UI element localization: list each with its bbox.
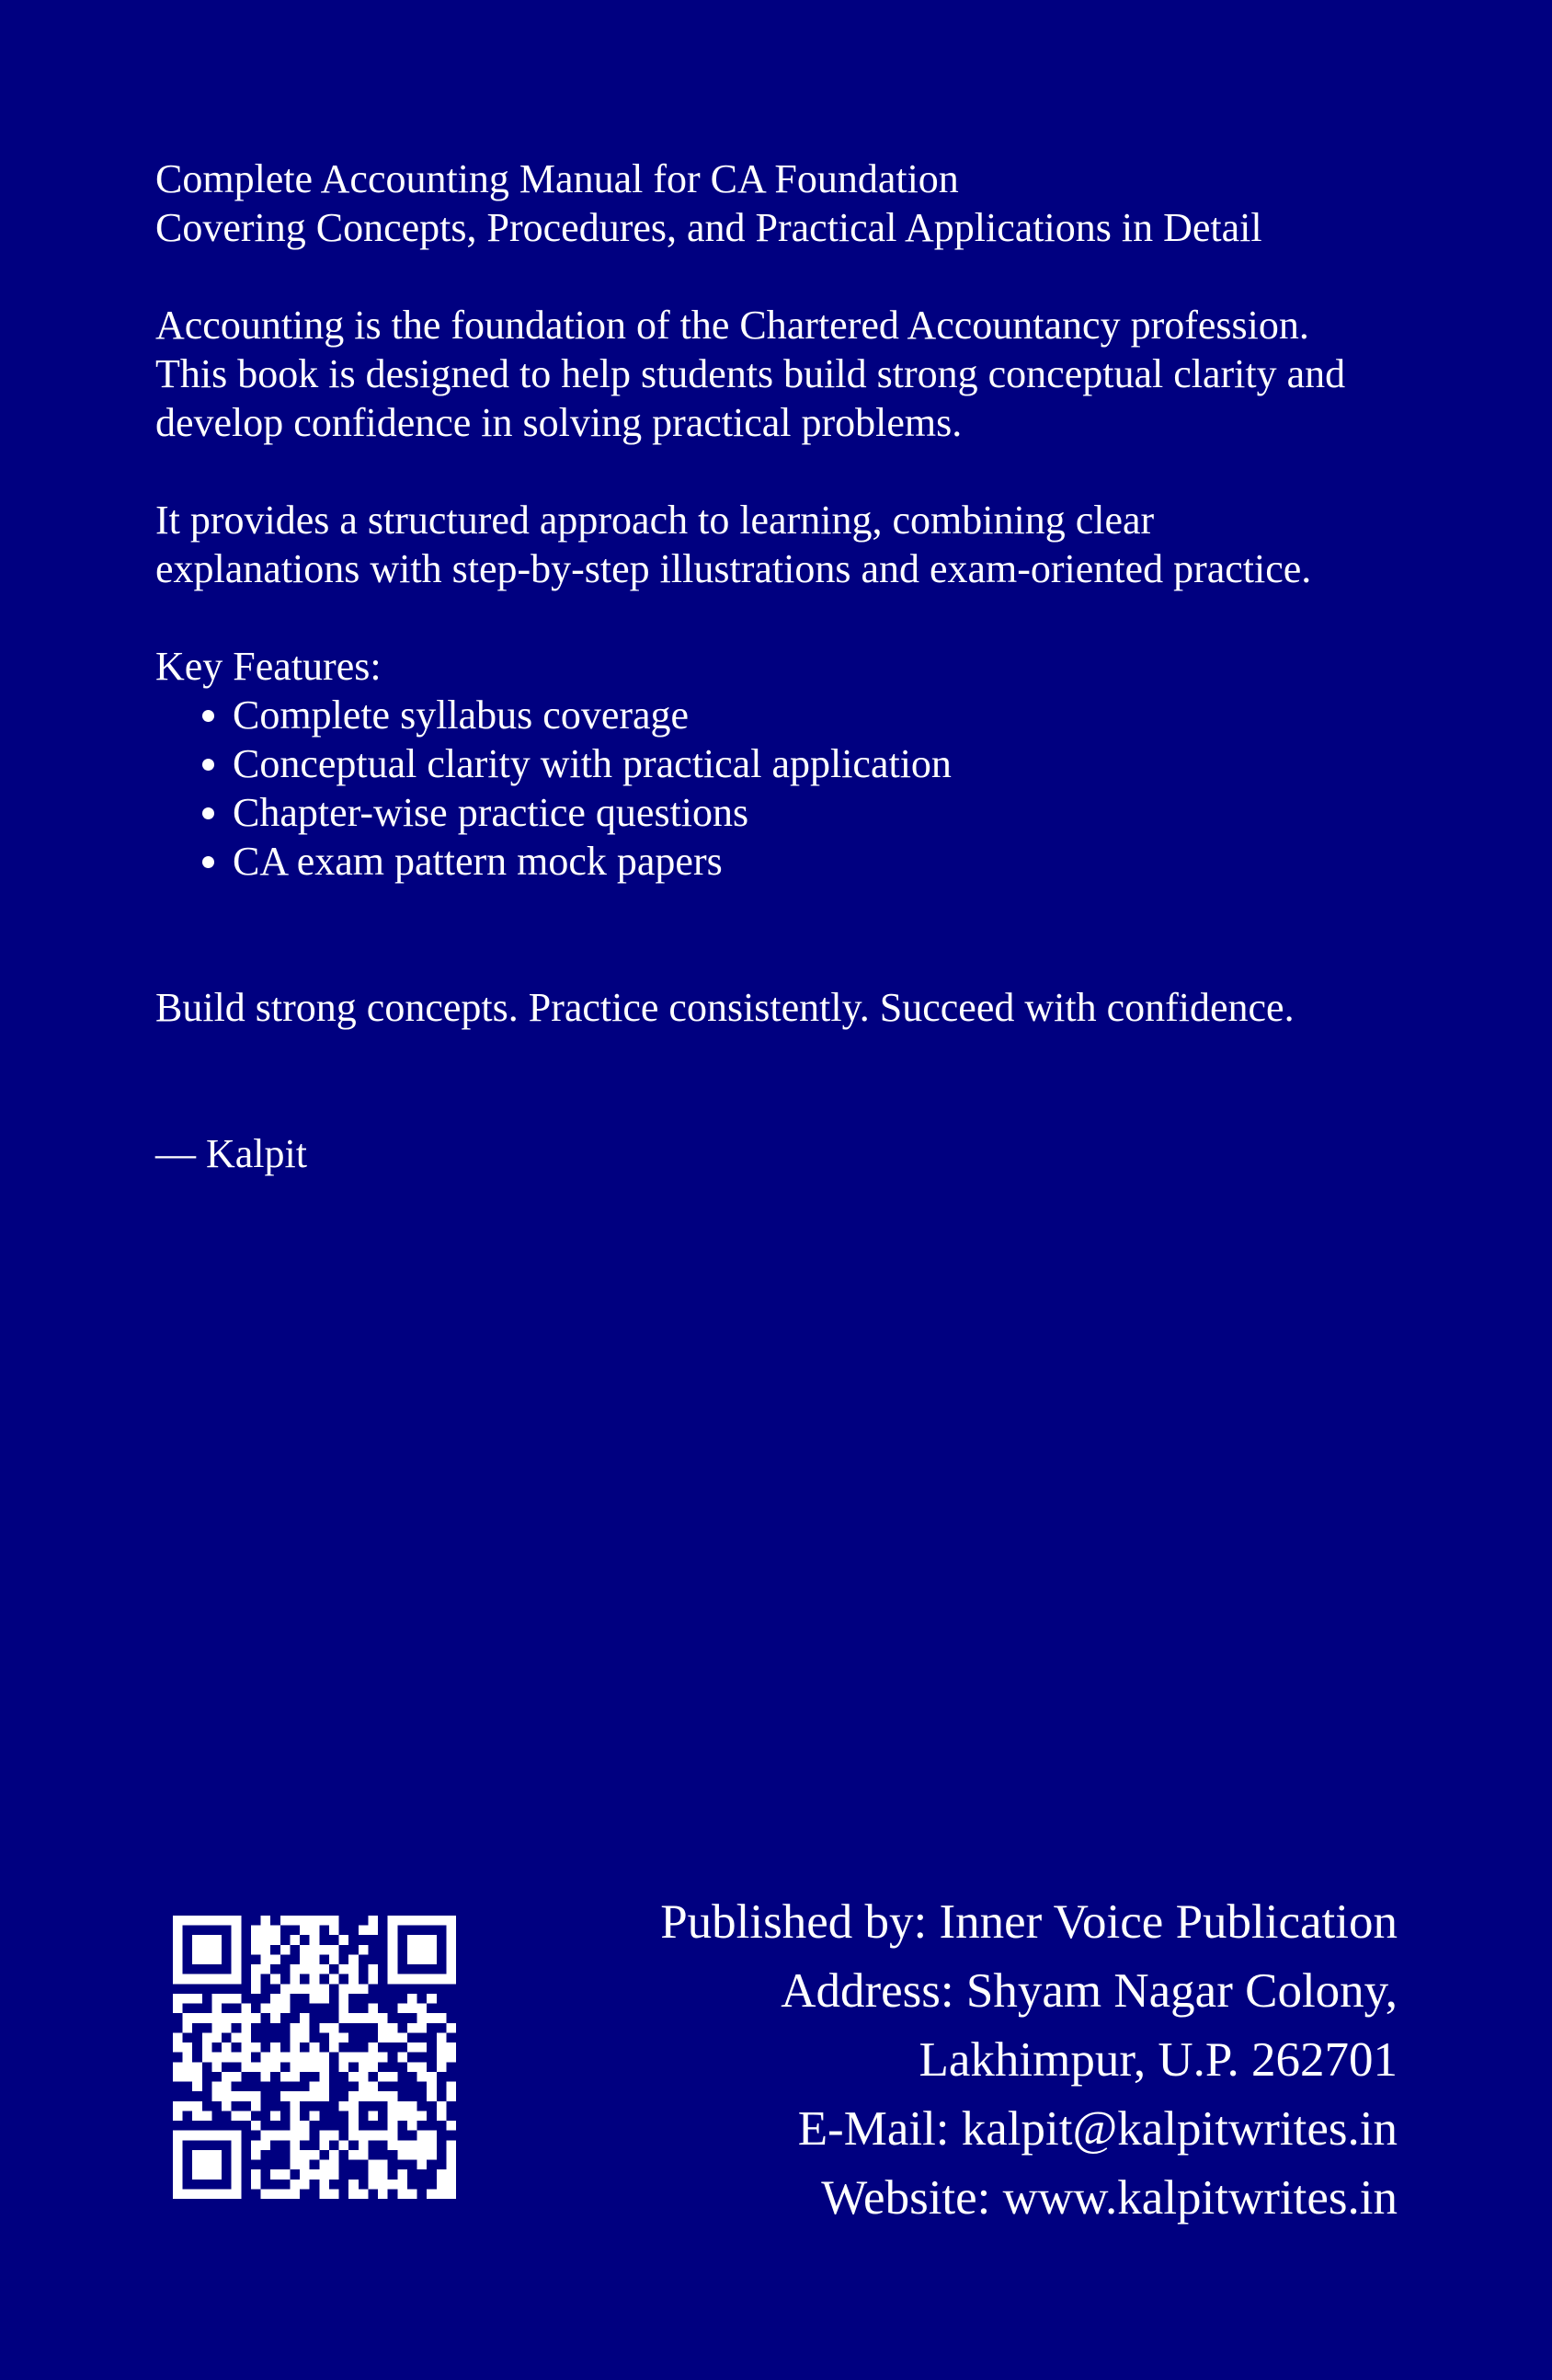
- list-item: • Conceptual clarity with practical application: [233, 739, 1351, 788]
- publisher-address-line-2: Lakhimpur, U.P. 262701: [919, 2033, 1398, 2087]
- publisher-email[interactable]: E-Mail: kalpit@kalpitwrites.in: [797, 2102, 1398, 2156]
- publisher-website[interactable]: Website: www.kalpitwrites.in: [821, 2171, 1398, 2225]
- list-item: • Complete syllabus coverage: [233, 691, 1351, 739]
- description-paragraph-1: Accounting is the foundation of the Chartered Accountancy profession. This book is designed to help students build strong conceptual clarity and develop confidence in solving practical problems.: [155, 303, 1346, 445]
- publisher-address-line-1: Address: Shyam Nagar Colony,: [781, 1964, 1398, 2018]
- published-by: Published by: Inner Voice Publication: [660, 1895, 1398, 1949]
- back-cover-text: [155, 154, 1351, 1178]
- book-subtitle: Covering Concepts, Procedures, and Practical Applications in Detail: [155, 205, 1262, 250]
- book-title-block: [155, 154, 1351, 252]
- list-item: • Chapter-wise practice questions: [233, 788, 1351, 837]
- key-features-heading: Key Features:: [155, 644, 382, 689]
- book-title: Complete Accounting Manual for CA Foundation: [155, 156, 959, 201]
- description-paragraph-2: It provides a structured approach to learning, combining clear explanations with step-by-step illustrations and exam-oriented practice.: [155, 498, 1312, 591]
- publisher-info: [478, 1888, 1398, 2233]
- key-features-list: [155, 691, 1351, 886]
- qr-code-icon: [173, 1916, 456, 2199]
- author-signature: — Kalpit: [155, 1131, 307, 1176]
- list-item: • CA exam pattern mock papers: [233, 837, 1351, 886]
- tagline: Build strong concepts. Practice consistently. Succeed with confidence.: [155, 985, 1295, 1030]
